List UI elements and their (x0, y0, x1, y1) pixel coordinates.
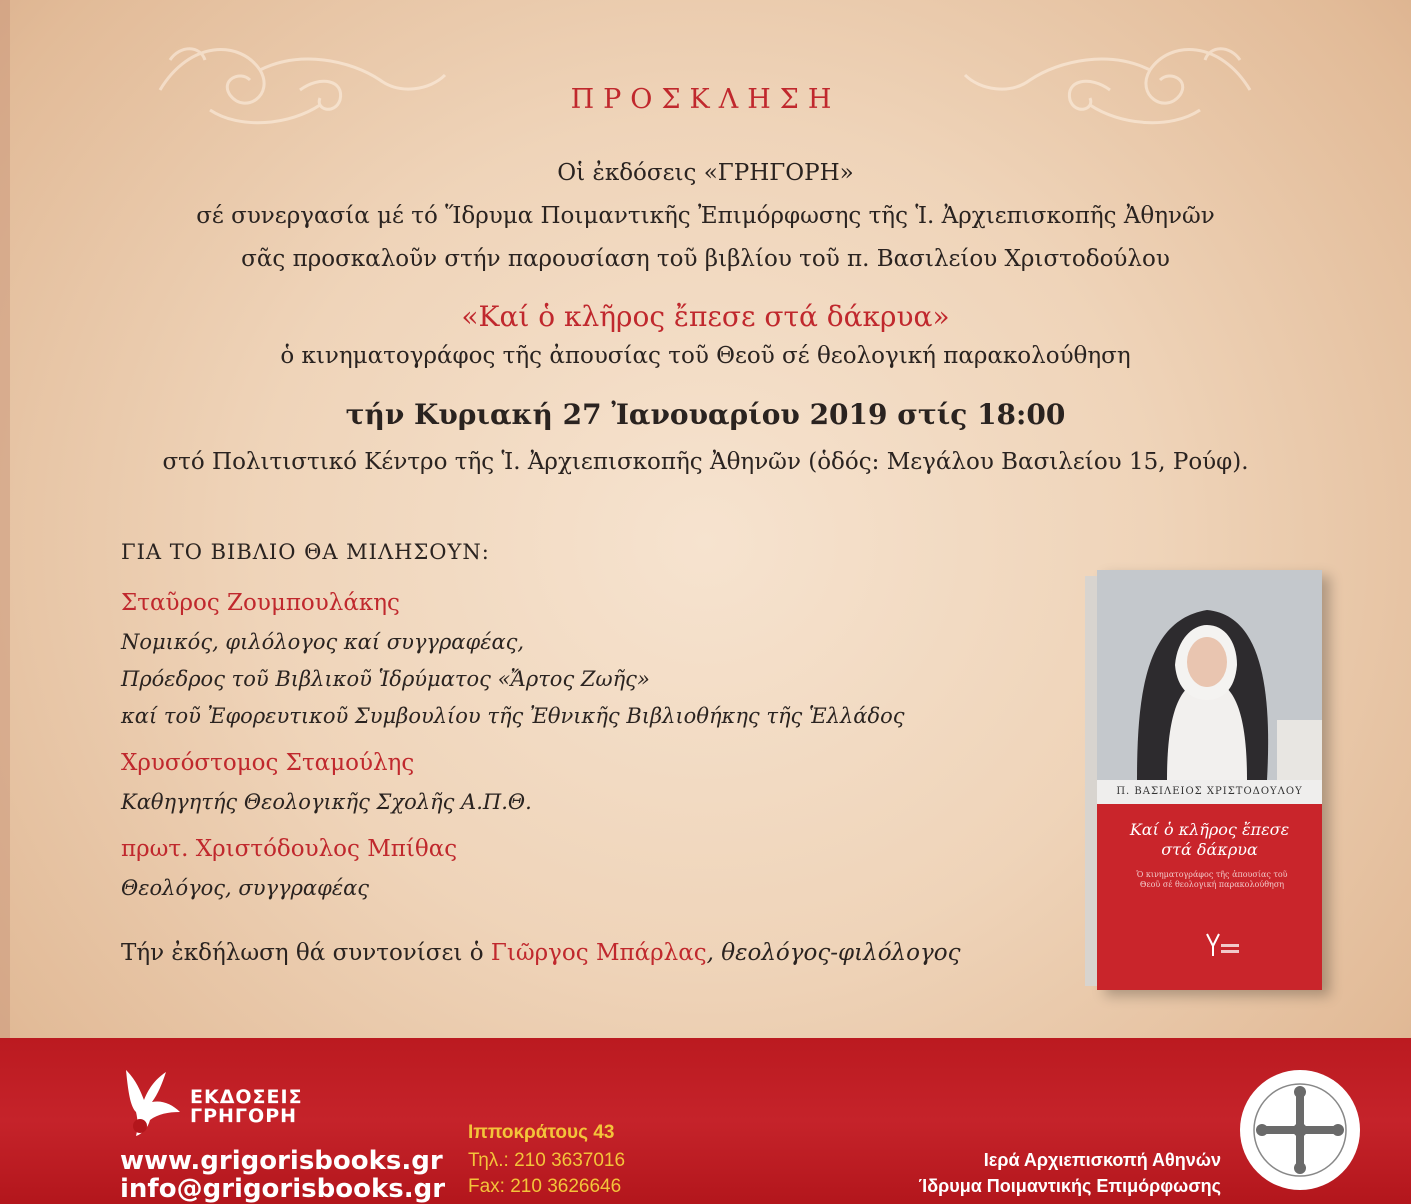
institute-name: Ίδρυμα Ποιμαντικής Επιμόρφωσης (918, 1176, 1221, 1196)
book-author: Π. ΒΑΣΙΛΕΙΟΣ ΧΡΙΣΤΟΔΟΥΛΟΥ (1097, 780, 1322, 804)
left-ornament-icon (150, 20, 450, 140)
publisher-line: Οἱ ἐκδόσεις «ΓΡΗΓΟΡΗ» (557, 160, 854, 186)
collaboration-line: σέ συνεργασία μέ τό Ἵδρυμα Ποιμαντικῆς Ἐπιμόρφωσης τῆς Ἱ. Ἀρχιεπισκοπῆς Ἀθηνῶν (196, 203, 1215, 229)
moderator-name: Γιῶργος Μπάρλας (490, 940, 707, 966)
nun-photo-icon (1097, 570, 1322, 780)
fax-number: Fax: 210 3626646 (468, 1176, 622, 1197)
footer-bar (0, 1038, 1411, 1204)
speakers-heading: ΓΙΑ ΤΟ ΒΙΒΛΙΟ ΘΑ ΜΙΛΗΣΟΥΝ: (121, 540, 490, 564)
publisher-brand (190, 1088, 303, 1126)
email-link[interactable]: info@grigorisbooks.gr (120, 1174, 446, 1204)
archdiocese-seal-icon (1238, 1068, 1362, 1192)
brand-line: ΕΚΔΟΣΕΙΣ (190, 1086, 303, 1108)
book-cover-title (1097, 820, 1322, 860)
speaker-role: καί τοῦ Ἐφορευτικοῦ Συμβουλίου τῆς Ἐθνικῆς Βιβλιοθήκης τῆς Ἑλλάδος (121, 704, 905, 728)
invitation-title: ΠΡΟΣΚΛΗΣΗ (570, 84, 841, 115)
moderator-prefix: Τήν ἐκδήλωση θά συντονίσει ὁ (121, 940, 491, 966)
left-border (0, 0, 10, 1040)
publisher-logo-icon (1185, 930, 1245, 960)
book-cover-subtitle: Ὁ κινηματογράφος τῆς ἀπουσίας τοῦ Θεοῦ σέ θεολογική παρακολούθηση (1136, 870, 1288, 889)
speaker-role: Πρόεδρος τοῦ Βιβλικοῦ Ἱδρύματος «Ἄρτος Ζωῆς» (121, 667, 650, 691)
book-cover-title-line: στά δάκρυα (1161, 840, 1258, 859)
event-place: στό Πολιτιστικό Κέντρο τῆς Ἱ. Ἀρχιεπισκοπῆς Ἀθηνῶν (ὁδός: Μεγάλου Βασιλείου 15, Ρούφ). (162, 449, 1249, 475)
phone-number: Τηλ.: 210 3637016 (468, 1150, 626, 1171)
book-cover-red-panel (1097, 804, 1322, 990)
moderator-line (121, 940, 960, 966)
event-date: τήν Κυριακή 27 Ἰανουαρίου 2019 στίς 18:00 (345, 398, 1066, 431)
website-link[interactable]: www.grigorisbooks.gr (120, 1146, 443, 1176)
book-cover-title-line: Καί ὁ κλῆρος ἔπεσε (1129, 820, 1290, 839)
moderator-title: , θεολόγος-φιλόλογος (706, 940, 961, 966)
book-cover-photo (1097, 570, 1322, 780)
brand-line: ΓΡΗΓΟΡΗ (190, 1105, 298, 1127)
speaker-role: Νομικός, φιλόλογος καί συγγραφέας, (121, 630, 525, 654)
invite-line: σᾶς προσκαλοῦν στήν παρουσίαση τοῦ βιβλίου τοῦ π. Βασιλείου Χριστοδούλου (241, 246, 1170, 272)
speaker-role: Καθηγητής Θεολογικῆς Σχολῆς Α.Π.Θ. (121, 790, 532, 814)
speaker-name: Χρυσόστομος Σταμούλης (121, 750, 415, 776)
speaker-role: Θεολόγος, συγγραφέας (121, 876, 370, 900)
book-subtitle: ὁ κινηματογράφος τῆς ἀπουσίας τοῦ Θεοῦ σέ θεολογική παρακολούθηση (280, 343, 1131, 369)
archdiocese-name: Ιερά Αρχιεπισκοπή Αθηνών (983, 1150, 1221, 1170)
right-ornament-icon (960, 20, 1260, 140)
book-spine (1085, 576, 1097, 986)
book-cover-image (1097, 570, 1322, 990)
speaker-name: πρωτ. Χριστόδουλος Μπίθας (121, 836, 458, 862)
dove-logo-icon (118, 1060, 188, 1140)
book-title: «Καί ὁ κλῆρος ἔπεσε στά δάκρυα» (461, 300, 950, 333)
address: Ιπποκράτους 43 (468, 1122, 615, 1143)
speaker-name: Σταῦρος Ζουμπουλάκης (121, 590, 400, 616)
